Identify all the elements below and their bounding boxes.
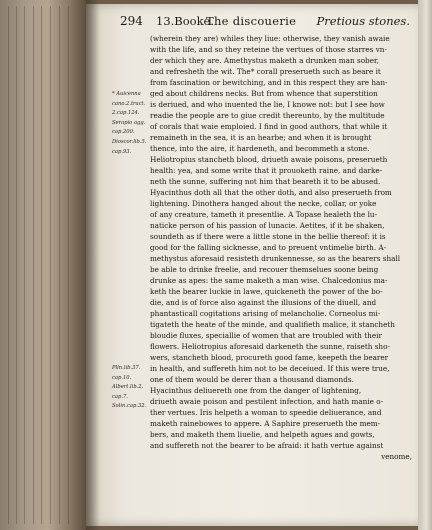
margin-note-line: cap.93.	[112, 148, 132, 155]
text-line: die, and is of force also against the illusions of the diuell, and	[150, 298, 377, 307]
text-line: and suffereth not the bearer to be afraid: it hath vertue against	[150, 441, 384, 450]
text-line: readie the people are to giue credit thereunto, by the multitude	[150, 111, 385, 120]
margin-note-line: Dioscor.lib.5.	[112, 138, 147, 145]
running-header	[120, 14, 410, 32]
text-line: methystus aforesaid resisteth drunkennesse, so as the bearers shall	[150, 254, 401, 263]
text-line: tigateth the heate of the minde, and qualifieth malice, it stancheth	[150, 320, 395, 329]
page-edges-left	[0, 0, 86, 530]
text-line: bers, and maketh them liuelie, and helpeth agues and gowts,	[150, 430, 375, 439]
margin-note-line: cap.10.	[112, 374, 132, 381]
book-page	[86, 4, 418, 526]
text-line: maketh rainebowes to appere. A Saphire preserueth the mem-	[150, 419, 381, 428]
text-line: ged about childrens necks. But from whence that superstition	[150, 89, 378, 98]
text-line: ther vertues. Iris helpeth a woman to speedie deliuerance, and	[150, 408, 382, 417]
text-line: phantasticall cogitations arising of melancholie. Corneolus mi-	[150, 309, 381, 318]
page-number: 294	[120, 14, 143, 28]
running-title: The discouerie	[206, 14, 297, 28]
text-line: Hyacinthus doth all that the other doth, and also preserueth from	[150, 188, 392, 197]
text-line: keth the bearer luckie in lawe, quickeneth the power of the bo-	[150, 287, 383, 296]
text-line: (wherein they are) whiles they liue: otherwise, they vanish awaie	[150, 34, 390, 43]
section-topic: Pretious stones.	[316, 14, 410, 28]
text-line: with the life, and so they reteine the vertues of those starres vn-	[150, 45, 387, 54]
text-line: health: yea, and some write that it prouoketh raine, and darke-	[150, 166, 383, 175]
gutter-shadow	[86, 0, 100, 530]
body-text	[150, 33, 412, 462]
text-line: driueth awaie poison and pestilent infection, and hath manie o-	[150, 397, 384, 406]
margin-note-line: Plin.lib.37.	[112, 365, 141, 371]
text-line: flowers. Heliotropius aforesaid darkeneth the sunne, raiseth sho-	[150, 342, 390, 351]
text-line: in health, and suffereth him not to be deceiued. If this were true,	[150, 364, 390, 373]
text-line: venome,	[381, 452, 412, 461]
text-line: drunke as apes: the same maketh a man wise. Chalcedonius ma-	[150, 276, 388, 285]
text-line: and refresheth the wit. The* corall preserueth such as beare it	[150, 67, 381, 76]
margin-note-line: Serapio agg.	[112, 119, 146, 126]
book-label: 13.Booke.	[156, 14, 215, 28]
text-line: one of them would be derer than a thousand diamonds.	[150, 375, 354, 384]
text-line: remaineth in the sea, it is an hearbe; and when it is brought	[150, 133, 372, 142]
margin-note-line: 2.cap.124.	[112, 110, 140, 117]
text-line: be able to drinke freelie, and recouer themselues soone being	[150, 265, 379, 274]
margin-note-line: Albert.lib.2.	[112, 384, 144, 391]
text-line: Hyacinthus deliuereth one from the danger of lightening,	[150, 386, 362, 395]
text-line: from fascination or bewitching, and in this respect they are han-	[150, 78, 388, 87]
margin-note-line: cap.200.	[112, 129, 135, 136]
text-line: bloudie fluxes, speciallie of women that are troubled with their	[150, 331, 382, 340]
margin-note-line: Solin.cap.32.	[112, 403, 147, 410]
text-line: wers, stancheth blood, procureth good fame, keepeth the bearer	[150, 353, 389, 362]
margin-note-citations-2	[112, 364, 146, 412]
text-line: thence, into the aire, it hardeneth, and becommeth a stone.	[150, 144, 370, 153]
text-line: is deriued, and who inuented the lie, I knowe not: but I see how	[150, 100, 385, 109]
page-edge-right	[418, 0, 432, 530]
margin-note-line: cano.2.tract.	[112, 100, 146, 107]
text-line: der which they are. Amethystus maketh a drunken man sober,	[150, 56, 379, 65]
text-line: lightening. Dinothera hanged about the necke, collar, or yoke	[150, 199, 377, 208]
text-line: soundeth as if there were a little stone in the bellie thereof: it is	[150, 232, 386, 241]
margin-note-line: * Auicenna	[112, 91, 141, 97]
margin-note-citations-1	[112, 90, 146, 157]
margin-note-line: cap.7.	[112, 393, 128, 400]
text-line: of any creature, tameth it presentlie. A Topase healeth the lu-	[150, 210, 378, 219]
text-line: good for the falling sicknesse, and to preuent vntimelie birth. A-	[150, 243, 387, 252]
text-line: naticke person of his passion of lunacie. Aetites, if it be shaken,	[150, 221, 385, 230]
text-line: Heliotropius stancheth blood, driueth awaie poisons, preserueth	[150, 155, 388, 164]
text-line: of corals that waie emploied. I find in good authors, that while it	[150, 122, 388, 131]
text-line: neth the sunne, suffering not him that beareth it to be abused.	[150, 177, 381, 186]
